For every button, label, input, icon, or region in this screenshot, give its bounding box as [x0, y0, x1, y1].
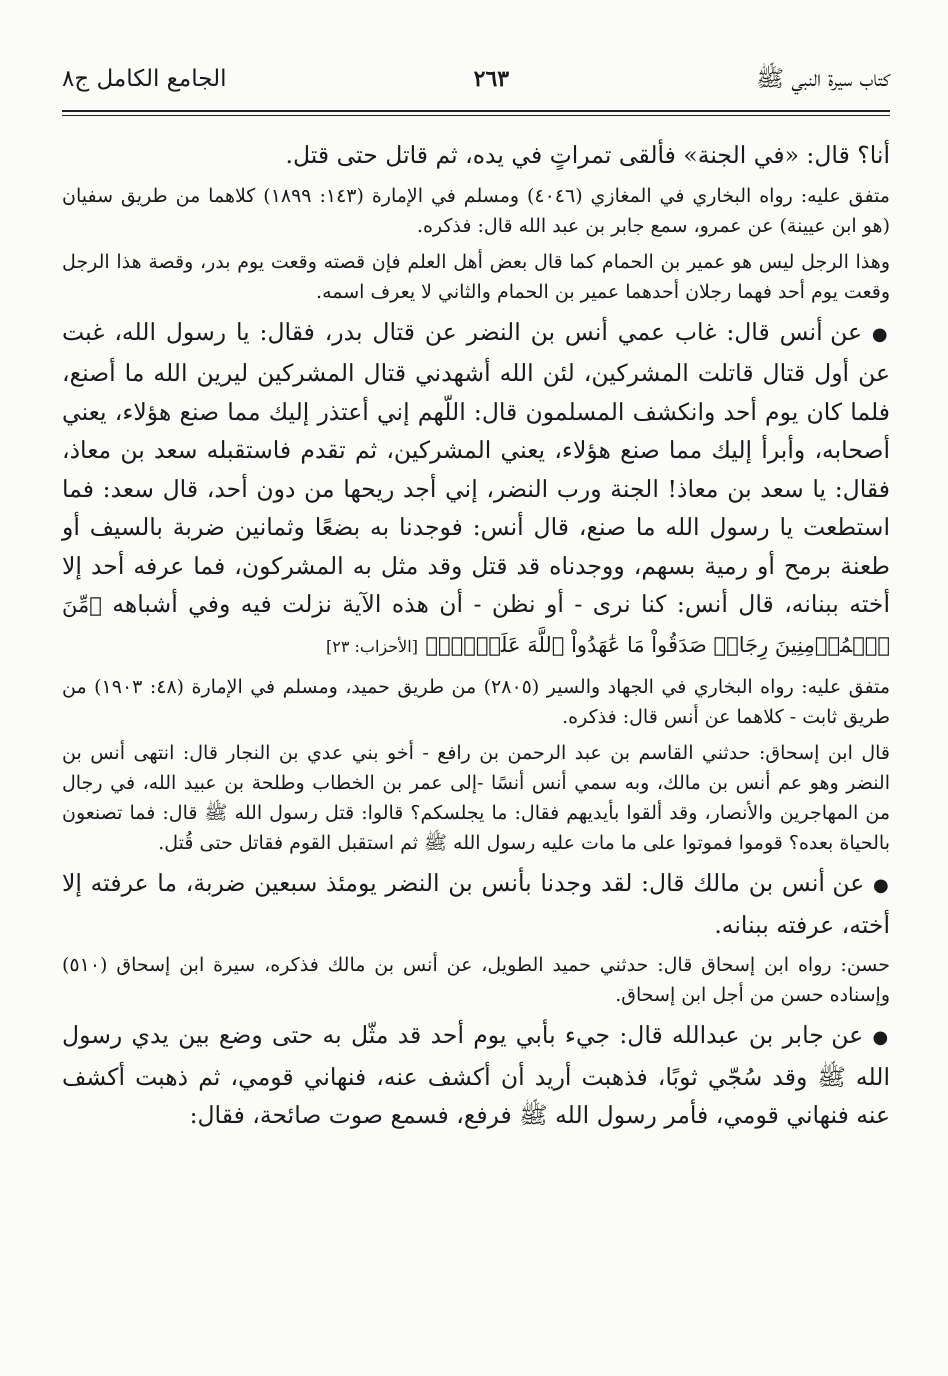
- page-body: [62, 136, 890, 1135]
- bullet-icon: ●: [871, 323, 890, 345]
- header-rule: [62, 110, 890, 112]
- takhrij-note: متفق عليه: رواه البخاري في الجهاد والسير (٢٨٠٥) من طريق حميد، ومسلم في الإمارة (٤٨: ١٩٠٣) من طريق ثابت - كلاهما عن أنس قال: فذكره.: [62, 676, 891, 728]
- page-header: [62, 64, 890, 104]
- volume-title: الجامع الكامل ج٨: [62, 66, 227, 92]
- page-number: ٢٦٣: [473, 66, 510, 92]
- hadith-text: عن جابر بن عبدالله قال: جيء بأبي يوم أحد قد مثّل به حتى وضع بين يدي رسول الله ﷺ وقد سُجّي ثوبًا، فذهبت أريد أن أكشف عنه، فنهاني قومي، ثم ذهبت أكشف عنه فنهاني قومي، فأمر رسول الله ﷺ فرفع، فسمع صوت صائحة، فقال:: [62, 1021, 890, 1129]
- bullet-icon: ●: [872, 1027, 890, 1048]
- takhrij-note: متفق عليه: رواه البخاري في المغازي (٤٠٤٦) ومسلم في الإمارة (١٤٣: ١٨٩٩) كلاهما من طريق سفيان (هو ابن عيينة) عن عمرو، سمع جابر بن عبد الله قال: فذكره.: [62, 184, 890, 237]
- hadith-text: عن أنس بن مالك قال: لقد وجدنا بأنس بن النضر يومئذ سبعين ضربة، ما عرفته إلا أخته، عرفته ببنانه.: [62, 869, 890, 939]
- commentary-note: وهذا الرجل ليس هو عمير بن الحمام كما قال بعض أهل العلم فإن قصته وقعت يوم بدر، وقصة هذا الرجل وقعت يوم أحد فهما رجلان أحدهما عمير بن الحمام والثاني لا يعرف اسمه.: [62, 250, 890, 303]
- header-rule-thin: [62, 115, 890, 116]
- main-paragraph: أنا؟ قال: «في الجنة» فألقى تمراتٍ في يده، ثم قاتل حتى قتل.: [285, 141, 890, 169]
- hadith-paragraph: [62, 864, 890, 944]
- quran-verse: ﴿مِّنَ ٱلۡمُؤۡمِنِينَ رِجَالٞ صَدَقُواْ مَا عَٰهَدُواْ ٱللَّهَ عَلَيۡهِۖ﴾: [62, 593, 890, 657]
- bullet-icon: ●: [873, 875, 890, 896]
- hadith-paragraph: [62, 1016, 890, 1135]
- grading-note: حسن: رواه ابن إسحاق قال: حدثني حميد الطويل، عن أنس بن مالك فذكره، سيرة ابن إسحاق (٥١٠) وإسناده حسن من أجل ابن إسحاق.: [62, 954, 890, 1006]
- hadith-text: عن أنس قال: غاب عمي أنس بن النضر عن قتال بدر، فقال: يا رسول الله، غبت عن أول قتال قاتلت المشركين، لئن الله أشهدني قتال المشركين ليرين الله ما أصنع، فلما كان يوم أحد وانكشف المسلمون قال: اللّهم إني أعتذر إليك مما صنع هؤلاء، يعني أصحابه، وأبرأ إليك مما صنع هؤلاء، يعني المشركين، ثم تقدم فاستقبله سعد بن معاذ، فقال: يا سعد بن معاذ! الجنة ورب النضر، إني أجد ريحها من دون أحد، قال سعد: فما استطعت يا رسول الله ما صنع، قال أنس: فوجدنا به بضعًا وثمانين ضربة بالسيف أو طعنة برمح أو رمية بسهم، ووجدناه قد قتل وقد مثل به المشركون، فما عرفه أحد إلا أخته ببنانه، قال أنس: كنا نرى - أو نظن - أن هذه الآية نزلت فيه وفي أشباهه: [62, 317, 890, 618]
- ibn-ishaq-note: قال ابن إسحاق: حدثني القاسم بن عبد الرحمن بن رافع - أخو بني عدي بن النجار قال: انتهى أنس بن النضر وهو عم أنس بن مالك، وبه سمي أنس أنسًا -إلى عمر بن الخطاب وطلحة بن عبيد الله، في رجال من المهاجرين والأنصار، وقد ألقوا بأيديهم فقال: ما يجلسكم؟ قالوا: قتل رسول الله ﷺ قال: فما تصنعون بالحياة بعده؟ قوموا فموتوا على ما مات عليه رسول الله ﷺ ثم استقبل القوم فقاتل حتى قُتل.: [62, 742, 890, 854]
- hadith-paragraph: [62, 313, 890, 667]
- book-title: كتاب سيرة النبي ﷺ: [756, 66, 890, 92]
- quran-reference: [الأحزاب: ٢٣]: [325, 636, 418, 656]
